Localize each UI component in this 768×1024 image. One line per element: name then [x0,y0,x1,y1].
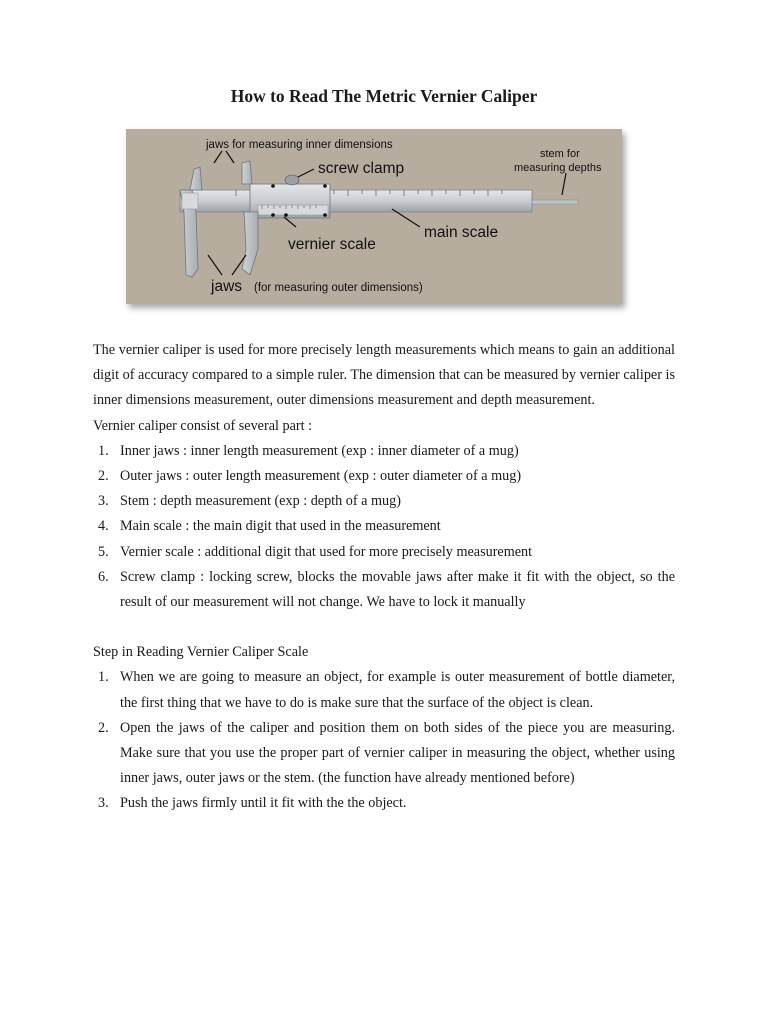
label-stem-line2: measuring depths [514,162,602,174]
document-body [93,338,675,817]
parts-heading: Vernier caliper consist of several part : [93,417,313,434]
step-1: When we are going to measure an object, for example is outer measurement of bottle diameter, the first thing that we have to do is make sure that the surface of the object is clean. [120,669,675,711]
steps-list [93,665,675,816]
step-3: Push the jaws firmly until it fit with the the object. [120,795,407,812]
part-1: Inner jaws : inner length measurement (exp : inner diameter of a mug) [120,442,519,459]
steps-heading: Step in Reading Vernier Caliper Scale [93,644,309,661]
intro-paragraph: The vernier caliper is used for more precisely length measurements which means to gain an additional digit of accuracy compared to a simple ruler. The dimension that can be measured by vernier caliper is inner dimensions measurement, outer dimensions measurement and depth measurement. [93,342,675,409]
list-item: 2. Open the jaws of the caliper and position them on both sides of the piece you are measuring. Make sure that you use the proper part of vernier caliper in measuring the object, whether using inner jaws, outer jaws or the stem. (the function have already mentioned before) [98,719,675,787]
list-item: 3. Stem : depth measurement (exp : depth of a mug) [98,493,401,510]
part-2: Outer jaws : outer length measurement (exp : outer diameter of a mug) [120,468,522,485]
label-jaws-outer: (for measuring outer dimensions) [254,282,423,294]
list-item: 5. Vernier scale : additional digit that used for more precisely measurement [98,543,533,560]
part-4: Main scale : the main digit that used in the measurement [120,518,441,535]
label-vernier-scale: vernier scale [288,236,376,253]
part-3: Stem : depth measurement (exp : depth of a mug) [120,493,401,510]
part-6: Screw clamp : locking screw, blocks the movable jaws after make it fit with the object, so the result of our measurement will not change. We have to lock it manually [120,568,675,611]
list-item: 2. Outer jaws : outer length measurement (exp : outer diameter of a mug) [98,468,522,485]
list-item: 4. Main scale : the main digit that used in the measurement [98,518,441,535]
list-item: 1. When we are going to measure an object, for example is outer measurement of bottle diameter, the first thing that we have to do is make sure that the surface of the object is clean. [98,669,675,711]
list-item: 1. Inner jaws : inner length measurement (exp : inner diameter of a mug) [98,442,519,459]
step-2: Open the jaws of the caliper and position them on both sides of the piece you are measuring. Make sure that you use the proper part of vernier caliper in measuring the object, whether using inner jaws, outer jaws or the stem. (the function have already mentioned before) [120,719,675,787]
caliper-figure [126,129,622,304]
list-item: 6. Screw clamp : locking screw, blocks the movable jaws after make it fit with the object, so the result of our measurement will not change. We have to lock it manually [98,568,675,611]
label-screw-clamp: screw clamp [318,160,405,177]
label-main-scale: main scale [424,224,499,241]
label-jaws: jaws [211,278,243,295]
list-item: 3. Push the jaws firmly until it fit with the the object. [98,795,407,812]
part-5: Vernier scale : additional digit that used for more precisely measurement [120,543,533,560]
label-stem [514,148,602,174]
label-inner-jaws: jaws for measuring inner dimensions [206,139,393,151]
label-stem-line1: stem for [540,148,580,160]
document-title: How to Read The Metric Vernier Caliper [230,86,538,106]
parts-list [93,439,675,615]
